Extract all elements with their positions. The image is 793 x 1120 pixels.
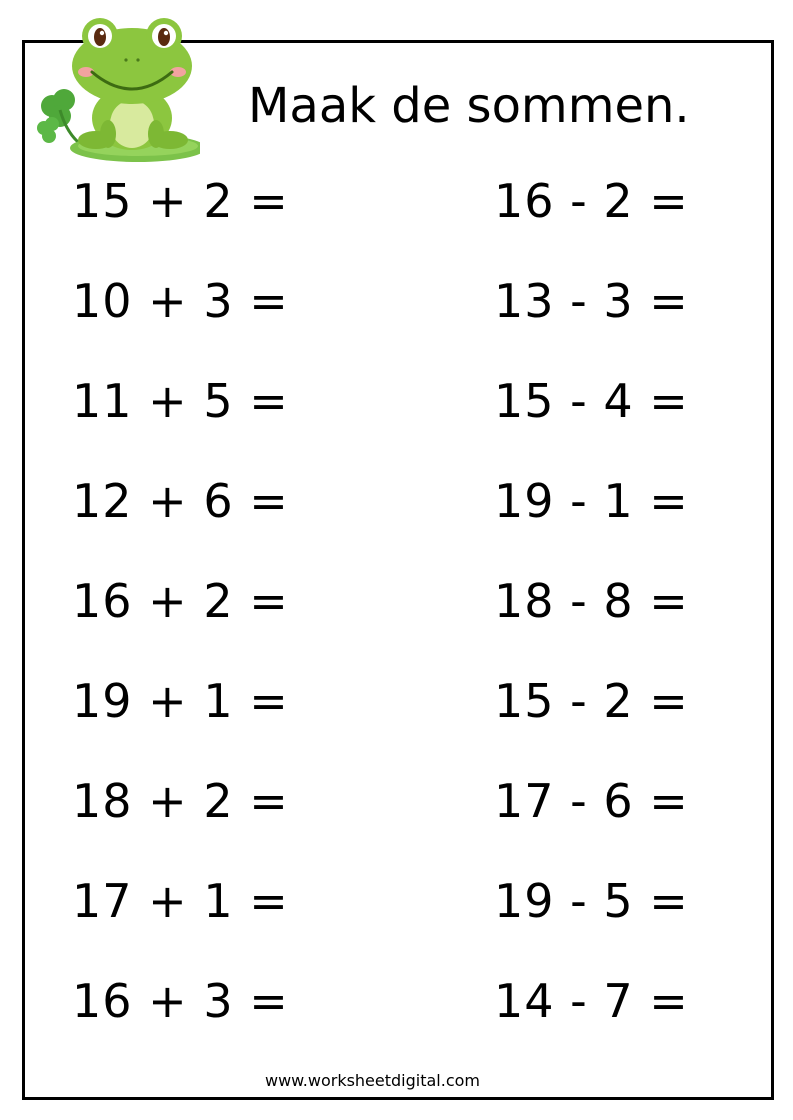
addition-sum: 10 + 3 = <box>72 274 289 328</box>
addition-sum: 17 + 1 = <box>72 874 289 928</box>
addition-sum: 19 + 1 = <box>72 674 289 728</box>
subtraction-column <box>494 170 689 1070</box>
subtraction-sum: 14 - 7 = <box>494 974 689 1028</box>
subtraction-sum: 16 - 2 = <box>494 174 689 228</box>
addition-sum: 11 + 5 = <box>72 374 289 428</box>
subtraction-sum: 15 - 2 = <box>494 674 689 728</box>
clover-icon <box>37 89 78 143</box>
subtraction-sum: 13 - 3 = <box>494 274 689 328</box>
subtraction-sum: 15 - 4 = <box>494 374 689 428</box>
addition-sum: 18 + 2 = <box>72 774 289 828</box>
addition-sum: 12 + 6 = <box>72 474 289 528</box>
frog-icon <box>30 6 200 166</box>
addition-column <box>72 170 289 1070</box>
addition-sum: 15 + 2 = <box>72 174 289 228</box>
subtraction-sum: 18 - 8 = <box>494 574 689 628</box>
subtraction-sum: 19 - 1 = <box>494 474 689 528</box>
addition-sum: 16 + 3 = <box>72 974 289 1028</box>
subtraction-sum: 19 - 5 = <box>494 874 689 928</box>
addition-sum: 16 + 2 = <box>72 574 289 628</box>
subtraction-sum: 17 - 6 = <box>494 774 689 828</box>
footer-url: www.worksheetdigital.com <box>264 1071 480 1090</box>
page-title: Maak de sommen. <box>248 78 690 134</box>
